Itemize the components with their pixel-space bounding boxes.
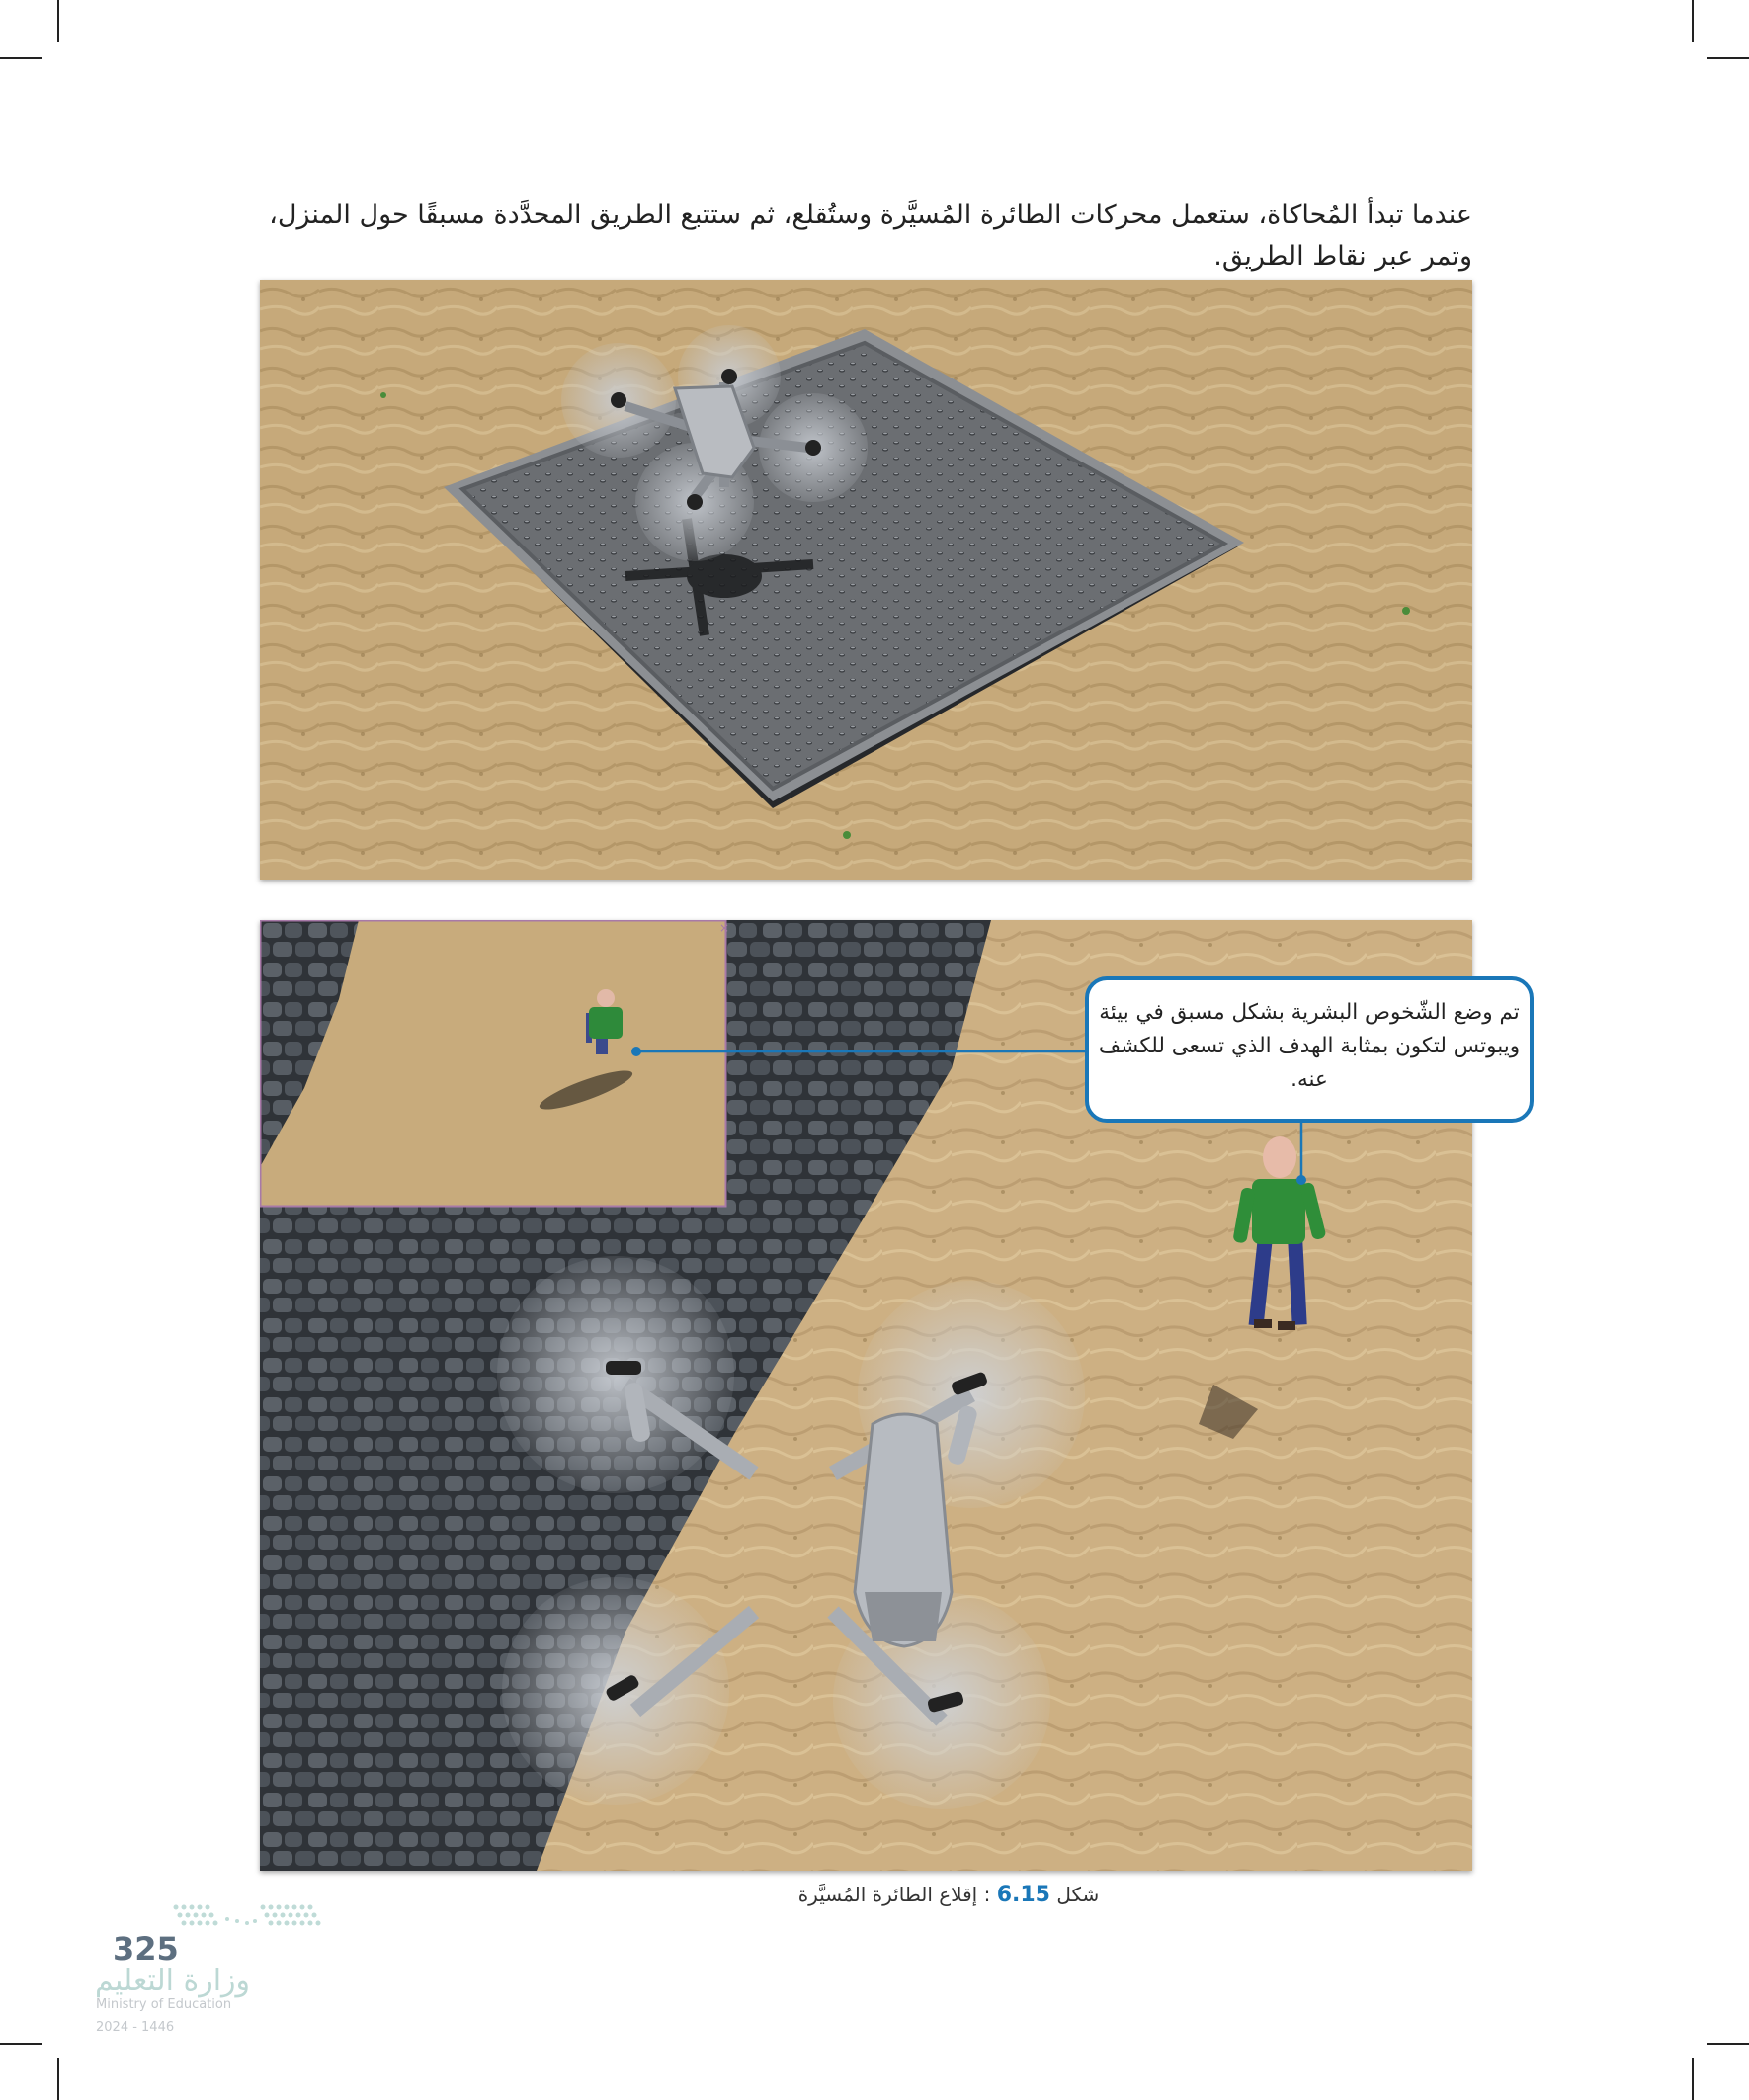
ministry-logo-icon	[168, 1899, 326, 1939]
intro-paragraph: عندما تبدأ المُحاكاة، ستعمل محركات الطائرة المُسيَّرة وستُقلع، ثم ستتبع الطريق المحدَّدة مسبقًا حول المنزل، وتمر عبر نقاط الطريق.	[269, 200, 1472, 272]
academic-year: 2024 - 1446	[96, 2020, 175, 2035]
svg-text:×: ×	[719, 921, 730, 935]
crop-mark	[57, 0, 59, 42]
crop-mark	[1707, 57, 1749, 59]
crop-mark	[1692, 0, 1694, 42]
camera-inset	[260, 920, 729, 1207]
figure-drone-landing-pad	[260, 280, 1472, 880]
figure-caption	[751, 1883, 1146, 1907]
ministry-name-arabic: وزارة التعليم	[95, 1964, 251, 1998]
crop-mark	[0, 57, 42, 59]
caption-number: 6.15	[996, 1883, 1050, 1907]
crop-mark	[1692, 2058, 1694, 2100]
caption-prefix: شكل	[1056, 1883, 1100, 1906]
crop-mark	[0, 2043, 42, 2045]
callout-human-target: تم وضع الشّخوص البشرية بشكل مسبق في بيئة ويبوتس لتكون بمثابة الهدف الذي تسعى للكشف عنه.	[1085, 976, 1534, 1123]
caption-text: : إقلاع الطائرة المُسيَّرة	[797, 1883, 991, 1906]
page-number: 325	[113, 1930, 179, 1968]
ministry-name-english: Ministry of Education	[96, 1997, 232, 2012]
crop-mark	[1707, 2043, 1749, 2045]
crop-mark	[57, 2058, 59, 2100]
